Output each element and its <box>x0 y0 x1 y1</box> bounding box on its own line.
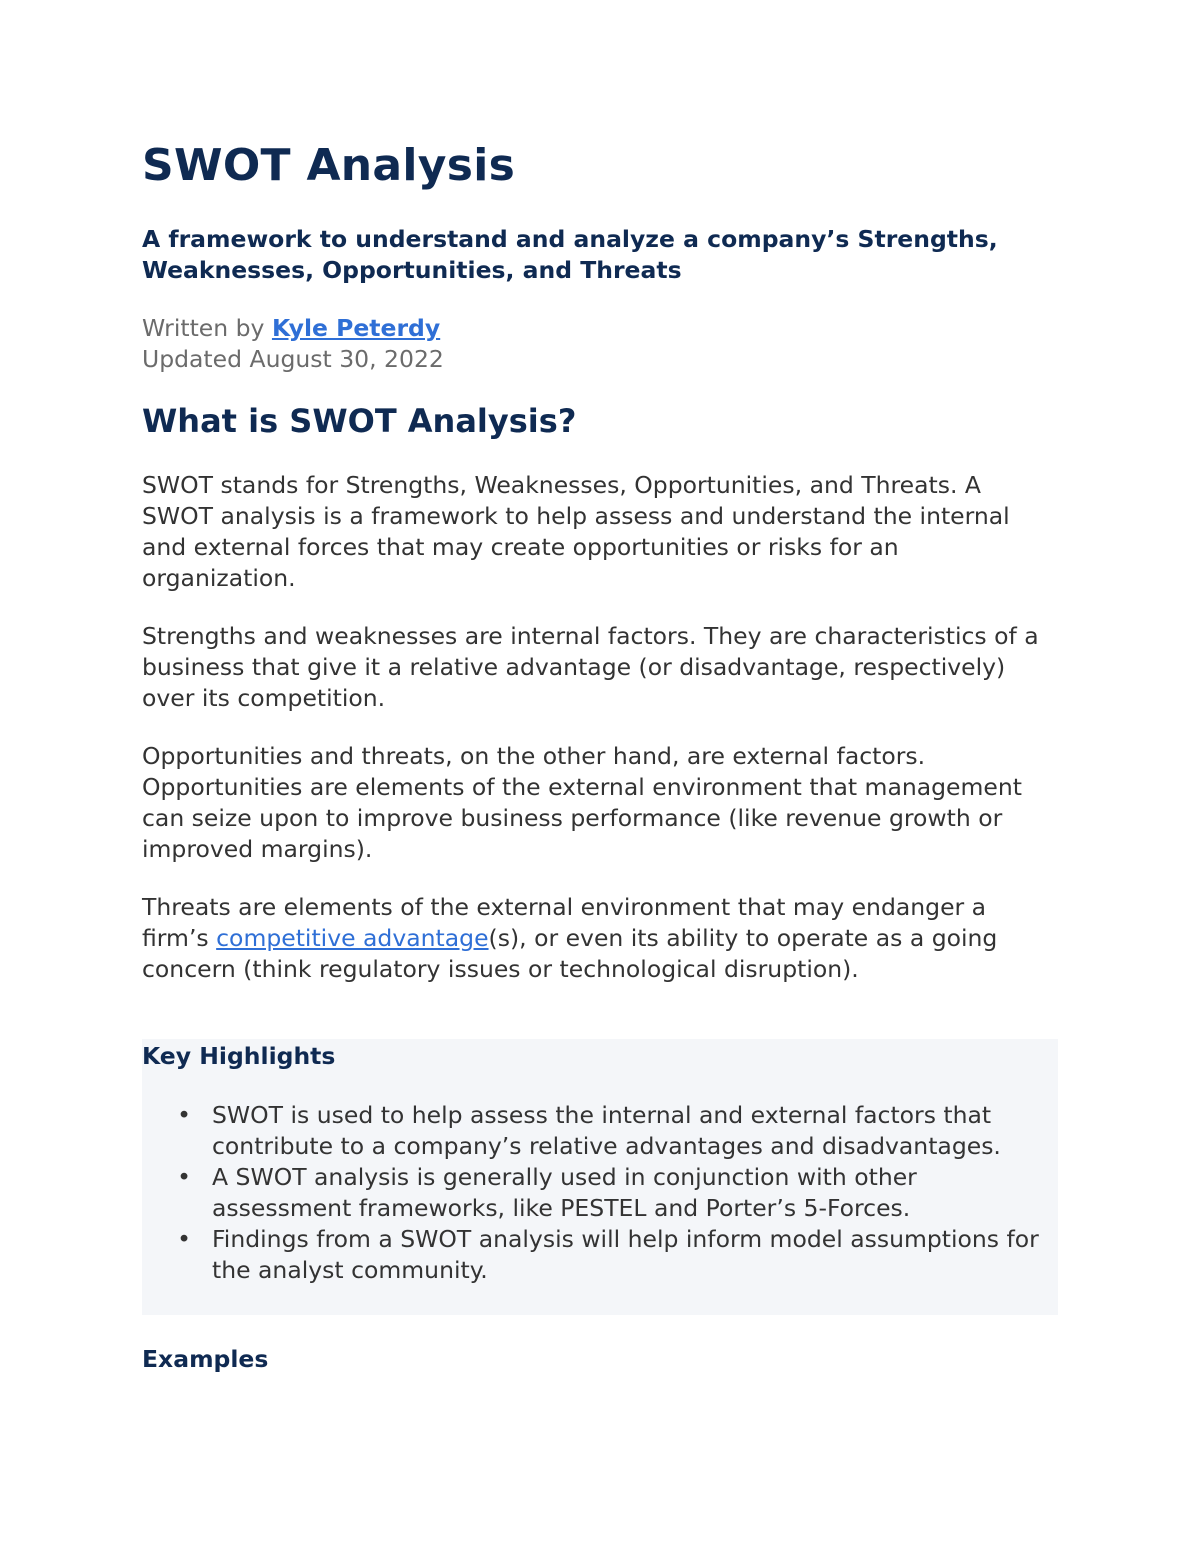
paragraph-strengths-weaknesses: Strengths and weaknesses are internal factors. They are characteristics of a business that give it a relative advantage (or disadvantage, respectively) over its competition. <box>142 622 1039 712</box>
examples-heading: Examples <box>142 1345 269 1373</box>
written-by-label: Written by <box>142 314 265 342</box>
list-item-text: SWOT is used to help assess the internal and external factors that contribute to a company’s relative advantages and disadvantages. <box>212 1101 1001 1160</box>
key-highlights-list <box>174 1100 1058 1286</box>
paragraph-threats-text-after: (s), or even its ability to operate as a going concern (think regulatory issues or technological disruption). <box>142 924 998 983</box>
paragraph-threats <box>142 892 1052 985</box>
author-link[interactable]: Kyle Peterdy <box>271 314 441 342</box>
bullet-icon: • <box>177 1225 191 1253</box>
list-item-text: Findings from a SWOT analysis will help inform model assumptions for the analyst community. <box>212 1225 1039 1284</box>
list-item <box>174 1224 1058 1286</box>
page-subtitle: A framework to understand and analyze a company’s Strengths, Weaknesses, Opportunities, and Threats <box>142 225 998 284</box>
byline <box>142 313 444 375</box>
list-item-text: A SWOT analysis is generally used in conjunction with other assessment frameworks, like PESTEL and Porter’s 5-Forces. <box>212 1163 917 1222</box>
paragraph-definition: SWOT stands for Strengths, Weaknesses, Opportunities, and Threats. A SWOT analysis is a framework to help assess and understand the internal and external forces that may create opportunities or risks for an organization. <box>142 471 1010 592</box>
updated-date: Updated August 30, 2022 <box>142 345 444 373</box>
section-heading: What is SWOT Analysis? <box>142 402 577 440</box>
bullet-icon: • <box>177 1101 191 1129</box>
page-title: SWOT Analysis <box>142 140 516 191</box>
list-item <box>174 1100 1058 1162</box>
competitive-advantage-link[interactable]: competitive advantage <box>216 924 489 952</box>
bullet-icon: • <box>177 1163 191 1191</box>
paragraph-threats-text-before: Threats are elements of the external environment that may endanger a firm’s <box>142 893 987 952</box>
paragraph-opportunities: Opportunities and threats, on the other hand, are external factors. Opportunities are elements of the external environment that management can seize upon to improve business performance (like revenue growth or improved margins). <box>142 742 1022 863</box>
list-item <box>174 1162 1058 1224</box>
key-highlights-heading: Key Highlights <box>142 1042 336 1070</box>
